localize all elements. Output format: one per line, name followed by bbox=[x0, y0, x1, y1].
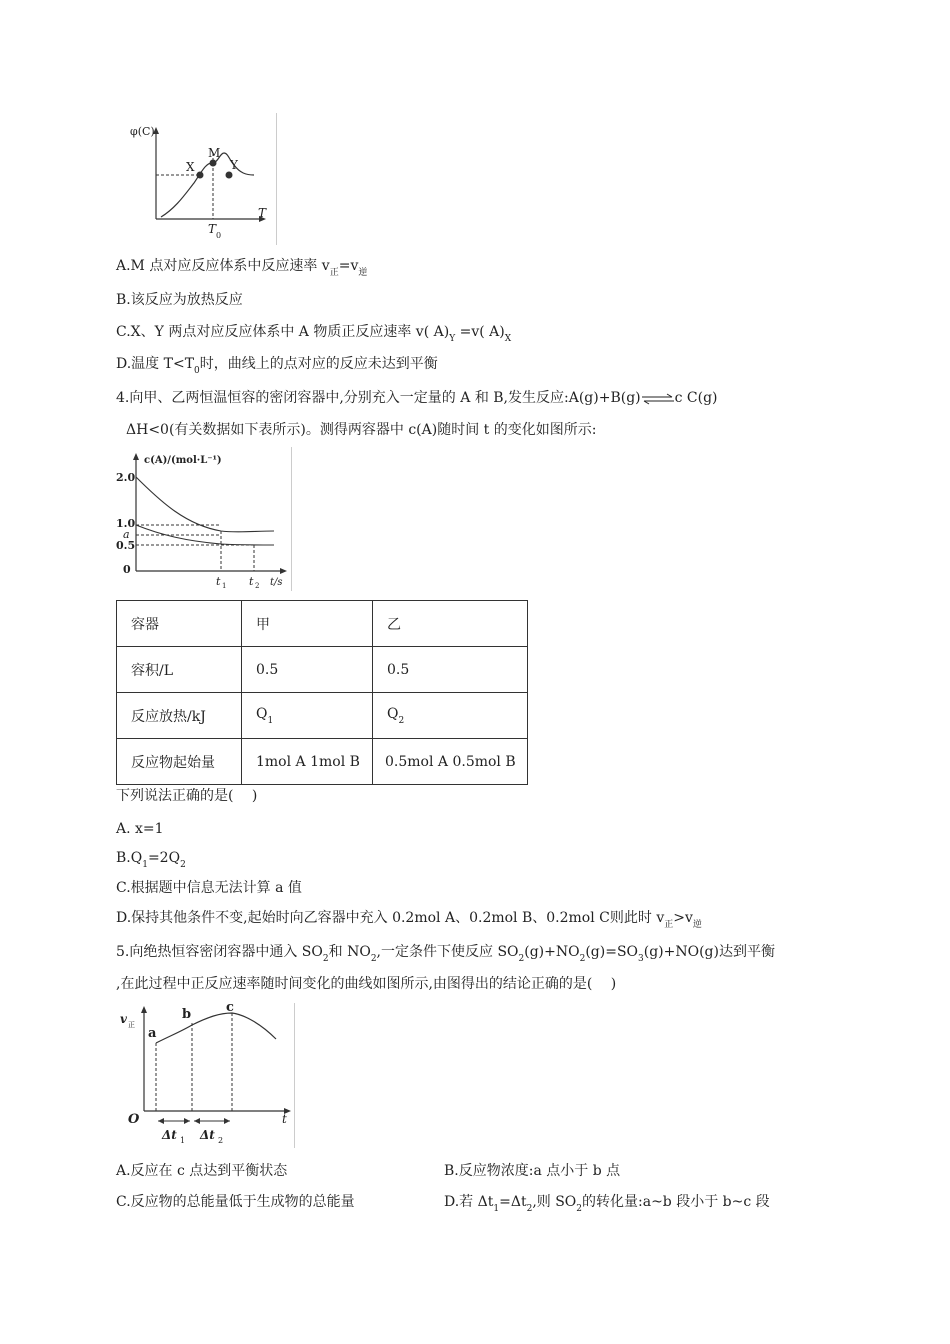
dt2-arrow-left bbox=[194, 1118, 200, 1124]
y-axis-sub: 正 bbox=[128, 1021, 135, 1029]
q5-d-mid2: ,则 SO bbox=[532, 1194, 577, 1210]
table-cell: 容积/L bbox=[117, 647, 242, 693]
q3-option-d bbox=[116, 355, 438, 380]
q5-sub-a: 2 bbox=[322, 954, 329, 964]
tick-0: 0 bbox=[123, 563, 131, 576]
q3-c-sub2: X bbox=[504, 334, 512, 344]
q4-stem-line2: ΔH<0(有关数据如下表所示)。测得两容器中 c(A)随时间 t 的变化如图所示: bbox=[126, 422, 597, 438]
dt2-arrow-right bbox=[224, 1118, 230, 1124]
q5-s1d: (g)+NO bbox=[524, 944, 580, 960]
q4-b-sub2: 2 bbox=[180, 860, 186, 870]
curve-jia bbox=[136, 477, 274, 532]
q4-d-mid: >v bbox=[673, 910, 693, 926]
q5-s1a: 5.向绝热恒容密闭容器中通入 SO bbox=[116, 944, 323, 960]
q4-d-sub1: 正 bbox=[664, 920, 674, 930]
q5-d-text: D.若 Δt bbox=[444, 1194, 494, 1210]
v-chart-svg bbox=[116, 1003, 294, 1148]
v-curve bbox=[156, 1013, 276, 1043]
label-x: X bbox=[186, 160, 195, 174]
q4-option-d bbox=[116, 909, 702, 934]
q5-stem-line1 bbox=[116, 943, 775, 968]
q4-stem1-post: c C(g) bbox=[674, 390, 718, 406]
y-axis-label: v bbox=[120, 1012, 127, 1026]
q3-option-b: B.该反应为放热反应 bbox=[116, 292, 243, 308]
table-row bbox=[117, 647, 528, 693]
point-a-label: a bbox=[148, 1026, 157, 1041]
q5-sub-d: 2 bbox=[579, 954, 586, 964]
q1-sub: 1 bbox=[267, 715, 274, 726]
q4-data-table bbox=[116, 600, 528, 785]
q4-b-mid: =2Q bbox=[147, 850, 181, 866]
x-axis-label: t/s bbox=[270, 577, 283, 588]
q5-option-b: B.反应物浓度:a 点小于 b 点 bbox=[444, 1163, 621, 1179]
phi-chart-svg bbox=[116, 113, 276, 245]
q2-sub: 2 bbox=[398, 715, 405, 726]
table-cell: 1mol A 1mol B bbox=[242, 739, 373, 785]
table-cell: 容器 bbox=[117, 601, 242, 647]
q5-s1b: 和 NO bbox=[328, 944, 371, 960]
figure-phi-c-vs-t bbox=[116, 113, 277, 245]
t0-sub: 0 bbox=[216, 231, 222, 240]
q3-c-sub1: Y bbox=[449, 334, 456, 344]
q3-a-sub1: 正 bbox=[329, 268, 339, 278]
dt1-arrow-right bbox=[184, 1118, 190, 1124]
tick-t2-sub: 2 bbox=[255, 582, 260, 590]
point-b-label: b bbox=[182, 1007, 192, 1022]
q4-stem1: 4.向甲、乙两恒温恒容的密闭容器中,分别充入一定量的 A 和 B,发生反应:A(g)+B(g) bbox=[116, 390, 641, 406]
tick-0-5: 0.5 bbox=[116, 539, 136, 552]
table-cell: 0.5 bbox=[242, 647, 373, 693]
q5-d-sub2: 2 bbox=[526, 1204, 533, 1214]
dt1-sub: 1 bbox=[180, 1136, 186, 1145]
point-y-marker bbox=[226, 172, 233, 179]
q4-prompt: 下列说法正确的是( ) bbox=[116, 788, 258, 804]
y-axis-label: c(A)/(mol·L⁻¹) bbox=[144, 455, 222, 466]
phi-curve bbox=[161, 153, 254, 217]
table-cell: 0.5mol A 0.5mol B bbox=[373, 739, 528, 785]
q4-option-b bbox=[116, 849, 186, 874]
q5-option-d bbox=[444, 1193, 770, 1218]
q5-s1f: (g)+NO(g)达到平衡 bbox=[643, 944, 775, 960]
q3-d-text: D.温度 T<T bbox=[116, 356, 195, 372]
figure-v-vs-t bbox=[116, 1003, 295, 1148]
table-row bbox=[117, 739, 528, 785]
q4-option-a: A. x=1 bbox=[116, 821, 164, 837]
origin-label: O bbox=[128, 1112, 140, 1127]
y-axis-label: φ(C) bbox=[130, 125, 155, 138]
dt1-label: Δt bbox=[162, 1128, 177, 1142]
q3-c-text: C.X、Y 两点对应反应体系中 A 物质正反应速率 v( A) bbox=[116, 324, 450, 340]
x-axis-label: T bbox=[258, 206, 267, 220]
point-x-marker bbox=[197, 172, 204, 179]
q3-option-c bbox=[116, 323, 511, 348]
label-y: Y bbox=[230, 158, 238, 172]
point-c-label: c bbox=[226, 1003, 234, 1015]
q4-b-sub1: 1 bbox=[142, 860, 148, 870]
x-axis-arrow bbox=[280, 568, 287, 574]
q4-d-sub2: 逆 bbox=[692, 920, 702, 930]
tick-a: a bbox=[123, 528, 130, 541]
q5-d-post: 的转化量:a~b 段小于 b~c 段 bbox=[582, 1194, 770, 1210]
label-m: M bbox=[208, 146, 221, 160]
q2-text: Q bbox=[387, 705, 399, 722]
q5-option-c: C.反应物的总能量低于生成物的总能量 bbox=[116, 1194, 355, 1210]
q5-stem-line2: ,在此过程中正反应速率随时间变化的曲线如图所示,由图得出的结论正确的是( ) bbox=[116, 976, 617, 992]
q5-d-sub1: 1 bbox=[493, 1204, 500, 1214]
q3-c-mid: =v( A) bbox=[455, 324, 505, 340]
table-cell: 甲 bbox=[242, 601, 373, 647]
q4-option-c: C.根据题中信息无法计算 a 值 bbox=[116, 880, 302, 896]
q5-d-sub3: 2 bbox=[576, 1204, 583, 1214]
table-cell: 乙 bbox=[373, 601, 528, 647]
q3-a-sub2: 逆 bbox=[358, 268, 368, 278]
q3-a-text: A.M 点对应反应体系中反应速率 v bbox=[116, 258, 330, 274]
q5-sub-c: 2 bbox=[518, 954, 525, 964]
figure-ca-vs-t bbox=[116, 447, 292, 591]
q4-b-text: B.Q bbox=[116, 850, 143, 866]
table-row bbox=[117, 601, 528, 647]
q5-d-mid: =Δt bbox=[499, 1194, 527, 1210]
y-axis-arrow bbox=[133, 453, 139, 460]
q3-d-sub1: 0 bbox=[194, 366, 200, 376]
tick-t2: t bbox=[249, 575, 254, 588]
table-cell: 0.5 bbox=[373, 647, 528, 693]
q3-d-post: 时，曲线上的点对应的反应未达到平衡 bbox=[199, 356, 438, 372]
table-cell: 反应放热/kJ bbox=[117, 693, 242, 739]
table-cell bbox=[373, 693, 528, 739]
dt1-arrow-left bbox=[158, 1118, 164, 1124]
dt2-sub: 2 bbox=[218, 1136, 224, 1145]
equilibrium-arrow-icon bbox=[641, 392, 675, 404]
q5-sub-e: 3 bbox=[638, 954, 644, 964]
tick-2-0: 2.0 bbox=[116, 471, 136, 484]
q5-s1e: (g)=SO bbox=[585, 944, 639, 960]
tick-t1-sub: 1 bbox=[222, 582, 227, 590]
table-row bbox=[117, 693, 528, 739]
q3-a-mid: =v bbox=[338, 258, 359, 274]
q5-s1c: ,一定条件下使反应 SO bbox=[376, 944, 519, 960]
y-axis-arrow bbox=[141, 1006, 147, 1013]
point-m-marker bbox=[210, 160, 217, 167]
q5-option-a: A.反应在 c 点达到平衡状态 bbox=[116, 1163, 288, 1179]
ca-chart-svg bbox=[116, 447, 291, 591]
q4-d-text: D.保持其他条件不变,起始时向乙容器中充入 0.2mol A、0.2mol B、0.2mol C则此时 v bbox=[116, 910, 665, 926]
table-cell: 反应物起始量 bbox=[117, 739, 242, 785]
q5-sub-b: 2 bbox=[370, 954, 377, 964]
q3-option-a bbox=[116, 257, 367, 282]
dt2-label: Δt bbox=[200, 1128, 215, 1142]
q1-text: Q bbox=[256, 705, 268, 722]
q4-stem-line1 bbox=[116, 389, 718, 407]
t0-label: T bbox=[208, 222, 217, 236]
table-cell bbox=[242, 693, 373, 739]
tick-1-0: 1.0 bbox=[116, 517, 136, 530]
x-axis-label: t bbox=[282, 1112, 287, 1126]
tick-t1: t bbox=[216, 575, 221, 588]
